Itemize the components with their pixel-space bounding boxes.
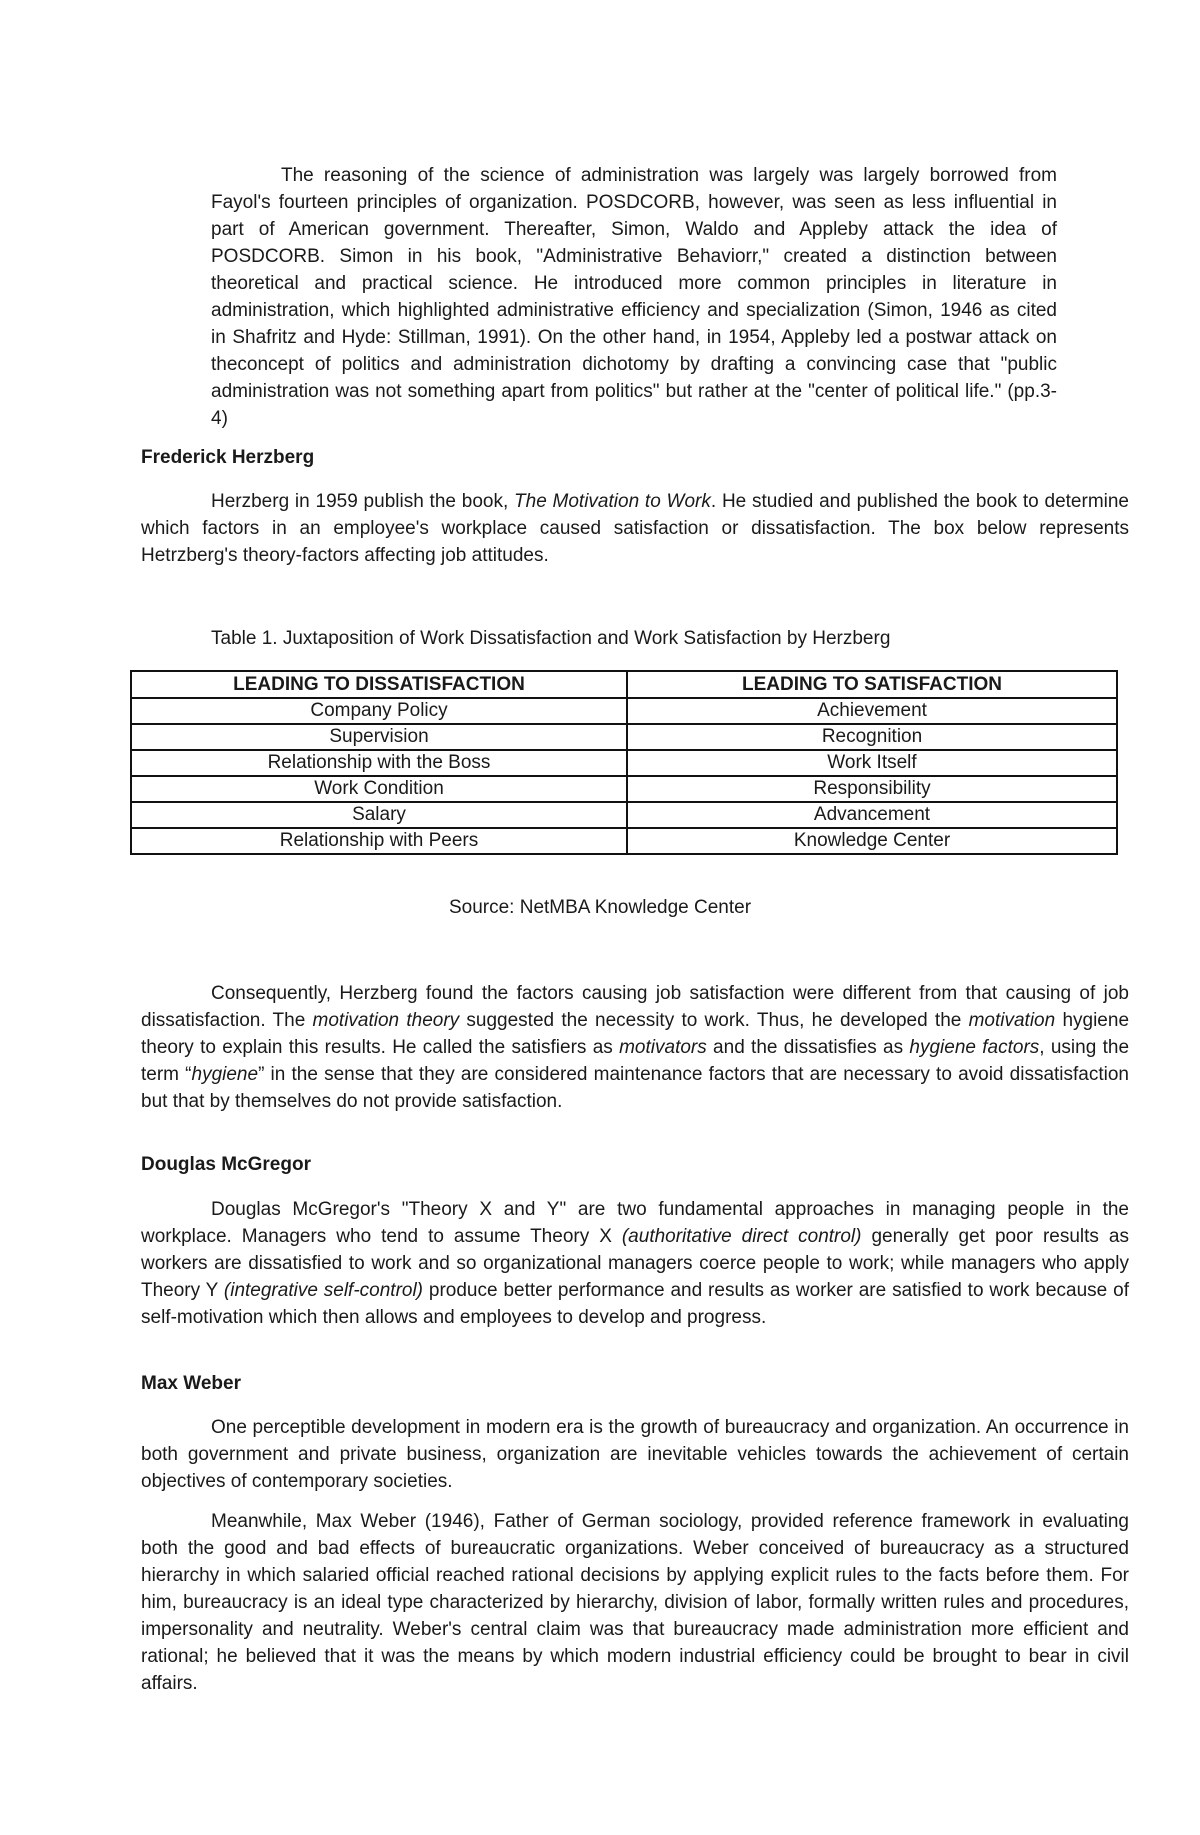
table-row: [131, 776, 1117, 802]
table-caption: Table 1. Juxtaposition of Work Dissatisfaction and Work Satisfaction by Herzberg: [211, 628, 891, 649]
text-run: , using the term “: [141, 1037, 1130, 1085]
herzberg-paragraph-2: [141, 980, 1129, 1115]
italic-run: (authoritative direct control): [621, 1226, 862, 1247]
text-run: generally get poor results as workers are dissatisfied to work and so organizational managers coerce people to work; while managers who apply Theory Y: [141, 1226, 1129, 1301]
italic-run: (integrative self-control): [223, 1280, 424, 1301]
cell-satisfaction: Work Itself: [627, 750, 1117, 776]
cell-satisfaction: Achievement: [627, 698, 1117, 724]
cell-dissatisfaction: Salary: [131, 802, 627, 828]
text-run: and the dissatisfies as: [706, 1037, 910, 1058]
cell-satisfaction: Responsibility: [627, 776, 1117, 802]
header-satisfaction: LEADING TO SATISFACTION: [627, 671, 1117, 698]
herzberg-p1-text-a: Herzberg in 1959 publish the book,: [211, 491, 515, 512]
table-source: Source: NetMBA Knowledge Center: [448, 897, 752, 918]
table-row: [131, 698, 1117, 724]
italic-run: hygiene factors: [909, 1037, 1040, 1058]
book-title: The Motivation to Work: [514, 491, 711, 512]
cell-dissatisfaction: Relationship with Peers: [131, 828, 627, 854]
table-row: [131, 750, 1117, 776]
italic-run: hygiene: [191, 1064, 259, 1085]
quote-paragraph: The reasoning of the science of administration was largely was largely borrowed from Fayol's fourteen principles of organization. POSDCORB, however, was seen as less influential in part of American government. Thereafter, Simon, Waldo and Appleby attack the idea of POSDCORB. Simon in his book, "Administrative Behaviorr," created a distinction between theoretical and practical science. He introduced more common principles in literature in administration, which highlighted administrative efficiency and specialization (Simon, 1946 as cited in Shafritz and Hyde: Stillman, 1991). On the other hand, in 1954, Appleby led a postwar attack on theconcept of politics and administration dichotomy by drafting a convincing case that "public administration was not something apart from politics" but rather at the "center of political life." (pp.3-4): [211, 165, 1057, 429]
cell-dissatisfaction: Relationship with the Boss: [131, 750, 627, 776]
mcgregor-paragraph: [141, 1196, 1129, 1331]
table-header-row: [131, 671, 1117, 698]
weber-paragraph-1: One perceptible development in modern era is the growth of bureaucracy and organization. An occurrence in both government and private business, organization are inevitable vehicles towards the achievement of certain objectives of contemporary societies.: [141, 1417, 1129, 1492]
table-row: [131, 724, 1117, 750]
italic-run: motivation theory: [312, 1010, 460, 1031]
text-run: Douglas McGregor's "Theory X and Y" are two fundamental approaches in managing people in the workplace. Managers who tend to assume Theory X: [141, 1199, 1129, 1247]
table-row: [131, 802, 1117, 828]
text-run: produce better performance and results as worker are satisfied to work because of self-motivation which then allows and employees to develop and progress.: [141, 1280, 1129, 1328]
table-row: [131, 828, 1117, 854]
cell-dissatisfaction: Supervision: [131, 724, 627, 750]
text-run: suggested the necessity to work. Thus, he developed the: [459, 1010, 969, 1031]
cell-dissatisfaction: Company Policy: [131, 698, 627, 724]
text-run: hygiene theory to explain this results. He called the satisfiers as: [141, 1010, 1130, 1058]
weber-paragraph-2: Meanwhile, Max Weber (1946), Father of German sociology, provided reference framework in evaluating both the good and bad effects of bureaucratic organizations. Weber conceived of bureaucracy as a structured hierarchy in which salaried official reached rational decisions by applying explicit rules to the facts before them. For him, bureaucracy is an ideal type characterized by hierarchy, division of labor, formally written rules and procedures, impersonality and neutrality. Weber's central claim was that bureaucracy made administration more efficient and rational; he believed that it was the means by which modern industrial efficiency could be brought to bear in civil affairs.: [141, 1511, 1129, 1694]
cell-dissatisfaction: Work Condition: [131, 776, 627, 802]
cell-satisfaction: Recognition: [627, 724, 1117, 750]
text-run: Consequently, Herzberg found the factors causing job satisfaction were different from that causing of job dissatisfaction. The: [141, 983, 1129, 1031]
text-run: ” in the sense that they are considered maintenance factors that are necessary to avoid dissatisfaction but that by themselves do not provide satisfaction.: [141, 1064, 1129, 1112]
heading-douglas-mcgregor: Douglas McGregor: [141, 1154, 311, 1175]
herzberg-p1-text-b: . He studied and published the book to determine which factors in an employee's workplace caused satisfaction or dissatisfaction. The box below represents Hetrzberg's theory-factors affecting job attitudes.: [141, 491, 1129, 566]
herzberg-table: [130, 670, 1118, 855]
heading-frederick-herzberg: Frederick Herzberg: [141, 447, 315, 468]
italic-run: motivation: [968, 1010, 1056, 1031]
heading-max-weber: Max Weber: [141, 1373, 241, 1394]
herzberg-paragraph-1: [141, 488, 1129, 569]
cell-satisfaction: Knowledge Center: [627, 828, 1117, 854]
header-dissatisfaction: LEADING TO DISSATISFACTION: [131, 671, 627, 698]
italic-run: motivators: [619, 1037, 707, 1058]
cell-satisfaction: Advancement: [627, 802, 1117, 828]
